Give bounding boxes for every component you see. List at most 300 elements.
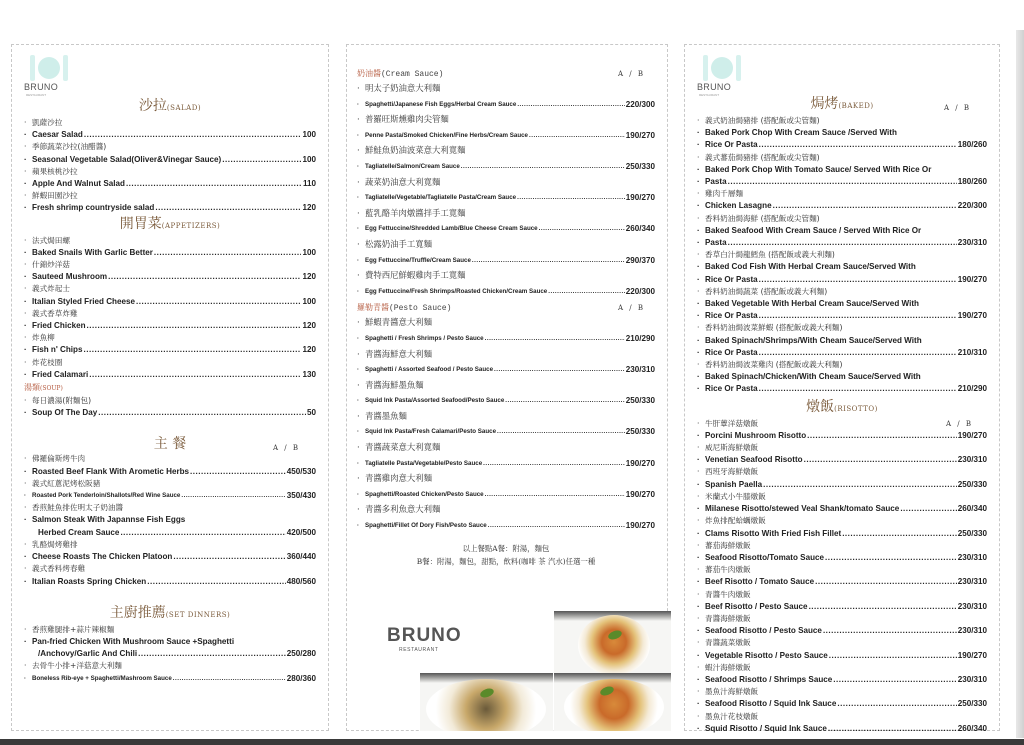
bullet: ·: [357, 473, 360, 484]
main-course-list: [24, 453, 316, 587]
item-name-zh: 佛羅倫斯烤牛肉: [32, 454, 86, 464]
fork-icon: [703, 55, 708, 81]
item-name: Rice Or Pasta: [705, 384, 758, 394]
menu-item-name-zh: [697, 286, 987, 298]
item-name: Baked Pork Chop With Tomato Sauce/ Served With Rice Or: [705, 164, 932, 174]
item-price: 260/340: [957, 504, 987, 514]
menu-item-name-zh: [24, 332, 316, 344]
bullet: ·: [697, 299, 700, 309]
baked-list: [697, 115, 987, 396]
bullet: ·: [357, 225, 360, 233]
bullet: ·: [24, 333, 27, 343]
bullet: ·: [697, 384, 700, 394]
dot-leader: [497, 424, 625, 440]
menu-item-name-en: [697, 552, 987, 564]
item-name: Pasta: [705, 238, 727, 248]
menu-panel-right: [684, 44, 1000, 731]
bullet: ·: [357, 397, 360, 405]
dot-leader: [494, 362, 625, 378]
item-name: Pan-fried Chicken With Mushroom Sauce +Spaghetti: [32, 636, 235, 646]
item-price: 190/270: [625, 521, 655, 531]
menu-item-name-zh: [24, 563, 316, 575]
bullet: ·: [357, 428, 360, 436]
item-name: Egg Fettuccine/Truffle/Cream Sauce: [365, 256, 471, 264]
menu-item: [697, 466, 987, 490]
bullet: ·: [697, 443, 700, 453]
item-price: 250/330: [957, 699, 987, 709]
bullet: ·: [697, 164, 700, 174]
menu-item-name-zh: [357, 347, 655, 363]
bullet: ·: [357, 83, 360, 93]
bullet: ·: [24, 179, 27, 189]
dot-leader: [84, 344, 302, 356]
item-name-zh: 青醬蔬菜意大利寬麵: [365, 442, 441, 453]
menu-item-name-zh: [697, 515, 987, 527]
section-title-baked: 焗烤(BAKED) A / B: [697, 95, 987, 115]
plate-icon: [38, 57, 60, 79]
menu-item: [697, 540, 987, 564]
item-price: 210/290: [625, 333, 655, 343]
item-price: 120: [302, 321, 316, 331]
section-title-cream-sauce: 奶油醬(Cream Sauce) A / B: [357, 69, 645, 79]
item-name-zh: 米蘭式小牛膝燉飯: [705, 491, 766, 501]
menu-panel-middle: [346, 44, 668, 731]
item-price: 220/300: [957, 201, 987, 211]
item-name-zh: 青醬海鮮燉飯: [705, 613, 751, 623]
price-column-label: A / B: [945, 419, 973, 428]
item-price: 250/330: [957, 528, 987, 538]
knife-icon: [736, 55, 741, 81]
menu-item-name-zh: [697, 188, 987, 200]
item-price: 350/430: [286, 491, 316, 501]
bullet: ·: [697, 516, 700, 526]
item-name-zh: 雞肉千層麵: [705, 189, 743, 199]
menu-item: [24, 117, 316, 141]
section-title-salad: 沙拉(SALAD): [138, 98, 202, 114]
item-price: 230/310: [957, 601, 987, 611]
menu-item-name-en: [24, 466, 316, 478]
menu-item-name-en: [697, 225, 987, 237]
menu-item-name-zh: [24, 235, 316, 247]
item-name-zh: 鮮鮭魚奶油波菜意大利寬麵: [365, 145, 466, 156]
bullet: ·: [24, 345, 27, 355]
bullet: ·: [24, 296, 27, 306]
item-name-zh: 香草白汁焗龍鱈魚 (搭配飯或義大利麵): [705, 250, 835, 260]
item-name: Spaghetti/Fillet Of Dory Fish/Pesto Sauce: [365, 522, 487, 530]
scan-edge-right: [1016, 30, 1024, 738]
dot-leader: [136, 296, 301, 308]
bullet: ·: [697, 491, 700, 501]
item-name: Spaghetti / Fresh Shrimps / Pesto Sauce: [365, 334, 484, 342]
bullet: ·: [24, 321, 27, 331]
item-name-zh: 普羅旺斯燻雞肉尖管麵: [365, 114, 449, 125]
bullet: ·: [697, 565, 700, 575]
bullet: ·: [357, 490, 360, 498]
menu-item-name-en: [24, 514, 316, 526]
item-name-zh: 香料奶油焗波菜鮮蝦 (搭配飯或義大利麵): [705, 323, 843, 333]
item-name: Cheese Roasts The Chicken Platoon: [32, 552, 173, 562]
dot-leader: [488, 518, 625, 534]
menu-item: [697, 152, 987, 189]
bullet: ·: [24, 357, 27, 367]
bullet: ·: [24, 454, 27, 464]
menu-item-name-zh: [357, 268, 655, 284]
bullet: ·: [697, 711, 700, 721]
menu-item-name-en: [24, 202, 316, 214]
item-name: Spaghetti/Roasted Chicken/Pesto Sauce: [365, 490, 484, 498]
item-price: 110: [302, 179, 316, 189]
dot-leader: [155, 202, 301, 214]
menu-item-name-en: [24, 407, 316, 419]
bullet: ·: [24, 661, 27, 671]
item-name: Egg Fettuccine/Fresh Shrimps/Roasted Chicken/Cream Sauce: [365, 287, 548, 295]
dot-leader: [842, 528, 957, 540]
bullet: ·: [357, 162, 360, 170]
dot-leader: [485, 487, 625, 503]
item-name: Porcini Mushroom Risotto: [705, 430, 807, 440]
menu-item-name-en: [697, 698, 987, 710]
menu-item-name-en: [357, 487, 655, 503]
bullet: ·: [357, 131, 360, 139]
menu-item: [697, 662, 987, 686]
menu-item-name-zh: [24, 624, 316, 636]
item-name: Tagliatelle Pasta/Vegetable/Pesto Sauce: [365, 459, 483, 467]
item-name-zh: 蕃茄海鮮燉飯: [705, 540, 751, 550]
bullet: ·: [24, 552, 27, 562]
menu-item-name-en: [24, 369, 316, 381]
menu-item-name-zh: [697, 249, 987, 261]
item-name-zh: 什錦炒洋菇: [32, 260, 70, 270]
dot-leader: [809, 601, 957, 613]
item-name: Apple And Walnut Salad: [32, 179, 125, 189]
section-title-set-dinners: 主廚推薦(SET DINNERS): [109, 604, 231, 621]
dot-leader: [804, 454, 957, 466]
item-name-zh: 明太子奶油意大利麵: [365, 83, 441, 93]
bullet: ·: [697, 540, 700, 550]
dot-leader: [98, 407, 306, 419]
menu-item-name-en: [697, 503, 987, 515]
menu-item-name-en: [697, 176, 987, 188]
menu-item-name-zh: [697, 637, 987, 649]
logo-tagline: RESTAURANT: [699, 93, 720, 97]
dot-leader: [190, 466, 286, 478]
bullet: ·: [24, 142, 27, 152]
item-name: Roasted Beef Flank With Arometic Herbs: [32, 466, 190, 476]
appetizers-list: [24, 235, 316, 381]
menu-item: [24, 563, 316, 587]
bullet: ·: [697, 479, 700, 489]
menu-item-name-en: [697, 723, 987, 735]
item-name-zh: 蝦汁海鮮燉飯: [705, 662, 751, 672]
item-name: Seafood Risotto / Pesto Sauce: [705, 626, 822, 636]
bullet: ·: [357, 410, 360, 421]
item-name: Seafood Risotto / Shrimps Sauce: [705, 674, 833, 684]
set-meal-note: [357, 542, 655, 568]
menu-item-name-en: [697, 347, 987, 359]
menu-item: [697, 686, 987, 710]
dot-leader: [173, 551, 285, 563]
menu-item-name-en: [24, 648, 316, 660]
menu-item: [24, 395, 316, 419]
bullet: ·: [24, 308, 27, 318]
menu-item-name-en: [357, 190, 655, 206]
menu-item-name-en: [357, 362, 655, 378]
item-name: Fresh shrimp countryside salad: [32, 203, 155, 213]
dot-leader: [823, 625, 957, 637]
item-price: 260/340: [957, 723, 987, 733]
menu-item-name-en: [357, 221, 655, 237]
dot-leader: [147, 576, 285, 588]
item-price: 210/290: [957, 384, 987, 394]
menu-item: [697, 286, 987, 323]
menu-item: [357, 81, 655, 112]
menu-item-name-zh: [24, 308, 316, 320]
menu-item-name-zh: [24, 502, 316, 514]
item-price: 190/270: [625, 130, 655, 140]
menu-item-name-zh: [697, 213, 987, 225]
bullet: ·: [24, 503, 27, 513]
menu-item: [357, 206, 655, 237]
item-name-zh: 青醬海鮮墨魚麵: [365, 379, 424, 390]
bullet: ·: [697, 140, 700, 150]
bruno-restaurant-logo: [387, 625, 462, 653]
item-name: Seasonal Vegetable Salad(Oliver&Vinegar Sauce): [32, 154, 222, 164]
menu-item: [357, 347, 655, 378]
plate-icon: [711, 57, 733, 79]
item-name: Roasted Pork Tenderloin/Shallots/Red Wine Sauce: [32, 492, 181, 500]
bullet: ·: [24, 576, 27, 586]
menu-item-name-en: [357, 253, 655, 269]
dot-leader: [759, 383, 957, 395]
section-title-appetizers: 開胃菜(APPETIZERS): [119, 215, 221, 232]
bullet: ·: [697, 116, 700, 125]
bullet: ·: [24, 203, 27, 213]
pesto-sauce-list: [357, 315, 655, 533]
menu-item: [357, 315, 655, 346]
dot-leader: [759, 274, 957, 286]
item-name: Salmon Steak With Japannse Fish Eggs: [32, 515, 186, 525]
menu-item-name-en: [24, 320, 316, 332]
menu-item: [357, 409, 655, 440]
menu-item-name-en: [697, 237, 987, 249]
menu-item-name-zh: [24, 539, 316, 551]
bullet: ·: [357, 379, 360, 390]
menu-item: [357, 471, 655, 502]
item-price: 230/310: [957, 455, 987, 465]
item-name-zh: 義式奶油焗豬排 (搭配飯或尖管麵): [705, 116, 820, 125]
set-dinners-list: [24, 624, 316, 685]
item-name: Boneless Rib-eye + Spaghetti/Mashroom Sauce: [32, 674, 172, 682]
bullet: ·: [24, 118, 27, 127]
item-price: 260/340: [625, 224, 655, 234]
bullet: ·: [697, 528, 700, 538]
menu-item-name-zh: [24, 357, 316, 369]
menu-item-name-en: [24, 490, 316, 502]
item-price: 190/270: [957, 311, 987, 321]
item-name: Chicken Lasagne: [705, 201, 772, 211]
item-price: 100: [302, 154, 316, 164]
menu-item-name-zh: [24, 141, 316, 153]
item-name: Italian Roasts Spring Chicken: [32, 576, 147, 586]
item-price: 130: [302, 369, 316, 379]
menu-item-name-zh: [24, 283, 316, 295]
bullet: ·: [697, 262, 700, 272]
menu-item-name-en: [697, 479, 987, 491]
menu-item-name-zh: [697, 418, 987, 430]
menu-item: [24, 235, 316, 259]
bullet: ·: [697, 372, 700, 382]
dot-leader: [485, 331, 625, 347]
section-title-soup: 湯類(SOUP): [24, 383, 63, 393]
menu-item: [24, 283, 316, 307]
logo-wordmark: BRUNO: [24, 82, 59, 92]
menu-item: [24, 332, 316, 356]
menu-item-name-en: [697, 576, 987, 588]
bullet: ·: [24, 564, 27, 574]
item-name-zh: 義式蕃茄焗豬排 (搭配飯或尖管麵): [705, 152, 820, 162]
menu-item: [697, 188, 987, 212]
item-name: Soup Of The Day: [32, 408, 98, 418]
item-name: Venetian Seafood Risotto: [705, 455, 803, 465]
item-name-zh: 義式香草炸雞: [32, 308, 78, 318]
dot-leader: [181, 490, 285, 502]
bullet: ·: [697, 274, 700, 284]
item-price: 50: [306, 408, 316, 418]
item-price: 120: [302, 272, 316, 282]
menu-item-name-zh: [357, 471, 655, 487]
bullet: ·: [697, 674, 700, 684]
menu-item: [24, 660, 316, 684]
menu-item-name-zh: [357, 81, 655, 97]
bullet: ·: [357, 114, 360, 125]
bullet: ·: [697, 552, 700, 562]
item-name: Beef Risotto / Pesto Sauce: [705, 601, 808, 611]
menu-item: [24, 539, 316, 563]
item-name: Fried Calamari: [32, 369, 89, 379]
item-name-zh: 鮮蝦田園沙拉: [32, 191, 78, 201]
item-name: Spaghetti / Assorted Seafood / Pesto Sauce: [365, 366, 494, 374]
bullet: ·: [357, 522, 360, 530]
item-price: 100: [302, 130, 316, 140]
item-name-zh: 義式紅蔥泥烤松阪豬: [32, 478, 101, 488]
menu-item-name-zh: [697, 711, 987, 723]
item-price: 480/560: [286, 576, 316, 586]
menu-item-name-en: [24, 344, 316, 356]
item-name: Seafood Risotto/Tomato Sauce: [705, 552, 825, 562]
bullet: ·: [697, 626, 700, 636]
item-name-zh: 香煎鮭魚排佐明太子奶油醬: [32, 503, 124, 513]
item-name: Baked Seafood With Cream Sauce / Served With Rice Or: [705, 225, 922, 235]
bullet: ·: [357, 348, 360, 359]
menu-item: [24, 624, 316, 661]
item-name: Rice Or Pasta: [705, 347, 758, 357]
item-name: Vegetable Risotto / Pesto Sauce: [705, 650, 828, 660]
item-name: Baked Pork Chop With Cream Sauce /Served With: [705, 128, 897, 138]
item-name-zh: 費特西尼鮮蝦雞肉手工寬麵: [365, 270, 466, 281]
bullet: ·: [24, 492, 27, 500]
dot-leader: [126, 178, 302, 190]
soup-list: [24, 395, 316, 419]
bullet: ·: [357, 145, 360, 156]
menu-item: [357, 502, 655, 533]
dot-leader: [728, 176, 957, 188]
bullet: ·: [24, 235, 27, 245]
menu-item: [697, 359, 987, 396]
item-name: Egg Fettuccine/Shredded Lamb/Blue Cheese Cream Sauce: [365, 225, 538, 233]
bullet: ·: [357, 287, 360, 295]
item-price: 190/270: [625, 458, 655, 468]
menu-item: [697, 491, 987, 515]
item-name-zh: 墨魚汁海鮮燉飯: [705, 687, 759, 697]
menu-item-name-en: [697, 127, 987, 139]
menu-item: [697, 515, 987, 539]
bullet: ·: [24, 478, 27, 488]
item-name: Penne Pasta/Smoked Chicken/Fine Herbs/Cream Sauce: [365, 131, 529, 139]
brand-name: BRUNO: [387, 625, 462, 646]
menu-item-name-zh: [24, 166, 316, 178]
bullet: ·: [24, 154, 27, 164]
item-name-zh: 炸花枝圈: [32, 357, 63, 367]
dot-leader: [759, 310, 957, 322]
menu-item-name-en: [697, 383, 987, 395]
bullet: ·: [697, 589, 700, 599]
menu-item-name-zh: [697, 152, 987, 164]
dot-leader: [517, 190, 625, 206]
menu-item-name-zh: [24, 395, 316, 407]
dot-leader: [87, 320, 302, 332]
bullet: ·: [357, 207, 360, 218]
item-name: Seafood Risotto / Squid Ink Sauce: [705, 699, 837, 709]
menu-item-name-zh: [357, 409, 655, 425]
item-name-zh: 法式焗田螺: [32, 235, 70, 245]
bullet: ·: [697, 467, 700, 477]
bullet: ·: [24, 284, 27, 294]
bullet: ·: [24, 408, 27, 418]
bullet: ·: [357, 366, 360, 374]
item-name-zh: 青醬多利魚意大利麵: [365, 504, 441, 515]
menu-item-name-en: [357, 331, 655, 347]
menu-item-name-en: [357, 456, 655, 472]
menu-item-name-zh: [357, 237, 655, 253]
item-name-zh: 藍乳酪羊肉燉醬拌手工寬麵: [365, 207, 466, 218]
item-price: 230/310: [957, 577, 987, 587]
bullet: ·: [697, 177, 700, 187]
dot-leader: [483, 456, 625, 472]
item-name: Beef Risotto / Tomato Sauce: [705, 577, 815, 587]
cream-sauce-list: [357, 81, 655, 299]
menu-panel-left: [11, 44, 329, 731]
menu-item: [697, 115, 987, 152]
menu-item-name-zh: [357, 440, 655, 456]
bullet: ·: [24, 191, 27, 201]
item-name: Baked Spinach/Shrimps/With Cheam Sauce/Served With: [705, 335, 922, 345]
menu-item-name-en: [697, 310, 987, 322]
item-name-zh: 香煎雞腿排+蒜片辣椒麵: [32, 624, 115, 634]
scan-edge-bottom: [0, 739, 1024, 745]
price-column-label: A / B: [617, 304, 645, 313]
menu-item-name-en: [697, 674, 987, 686]
dot-leader: [108, 271, 301, 283]
menu-item: [697, 322, 987, 359]
menu-item-name-en: [357, 393, 655, 409]
item-name: Squid Ink Pasta/Assorted Seafood/Pesto Sauce: [365, 397, 505, 405]
item-price: 120: [302, 203, 316, 213]
menu-item-name-en: [24, 527, 316, 539]
bullet: ·: [697, 455, 700, 465]
bullet: ·: [24, 260, 27, 270]
item-name-zh: 凱薩沙拉: [32, 118, 63, 127]
menu-item-name-en: [697, 430, 987, 442]
